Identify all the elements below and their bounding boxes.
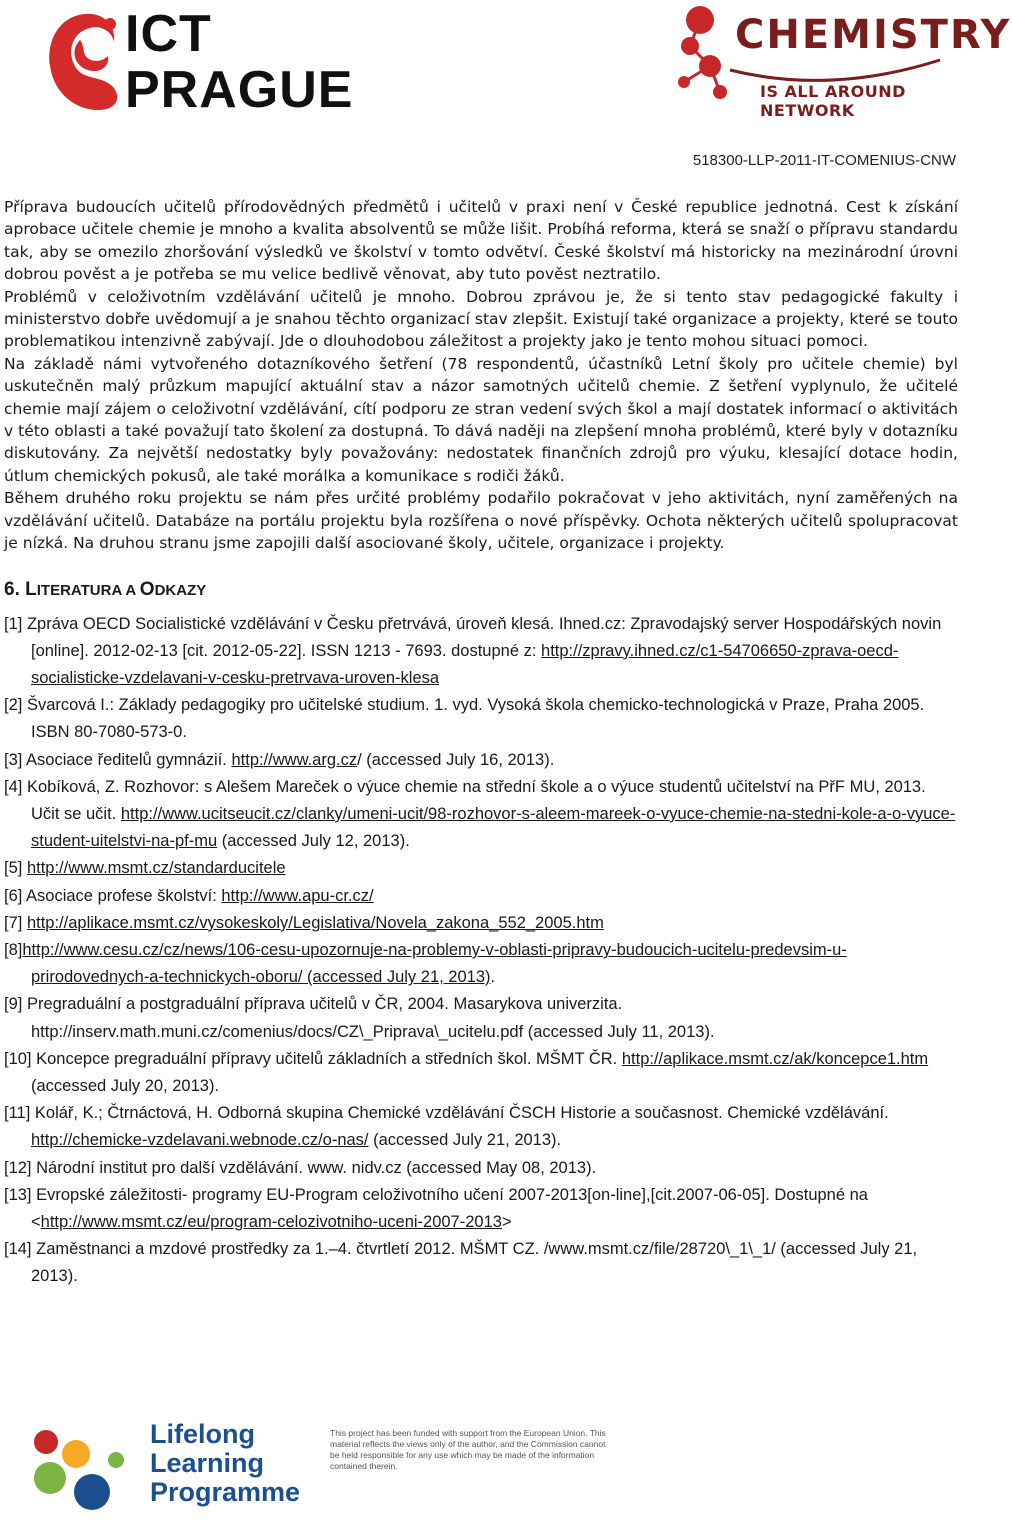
reference-item	[4, 1182, 958, 1236]
reference-link[interactable]: http://www.apu-cr.cz/	[221, 886, 374, 905]
reference-link[interactable]: http://aplikace.msmt.cz/vysokeskoly/Legislativa/Novela_zakona_552_2005.htm	[26, 913, 604, 932]
paragraph-3: Na základě námi vytvořeného dotazníkového šetření (78 respondentů, účastníků Letní školy pro učitele chemie) byl uskutečněn malý průzkum mapující aktuální stav a názor samotných učitelů chemie. Z šetření vyplynulo, že učitelé chemie mají zájem o celoživotní vzdělávání, cítí podporu ze stran vedení svých škol a mají dostatek informací o aktivitách v této oblasti a také považují tato školení za dostupná. To dává naději na zlepšení mnoha problémů, které byly v dotazníku diskutovány. Za největší nedostatky byly považovány: nedostatek finančních zdrojů pro výuku, klesající dotace hodin, útlum chemických pokusů, ale také morálka a komunikace s rodiči žáků.	[4, 354, 958, 485]
section-title-initial-1: L	[25, 578, 37, 600]
reference-link[interactable]: http://www.ucitseucit.cz/clanky/umeni-ucit/98-rozhovor-s-aleem-mareek-o-vyuce-chemie-na-stedni-kole-a-o-vyuce-student-uitelstvi-na-pf-mu	[31, 804, 956, 851]
reference-text: Koncepce pregraduální přípravy učitelů základních a středních škol. MŠMT ČR.	[31, 1049, 622, 1068]
reference-label: [7]	[4, 913, 23, 932]
chemistry-logo-title: CHEMISTRY	[735, 12, 1012, 58]
reference-item	[4, 692, 958, 746]
reference-label: [5]	[4, 859, 23, 878]
reference-suffix: (accessed July 12, 2013).	[217, 832, 410, 851]
reference-link[interactable]: http://www.msmt.cz/standarducitele	[26, 859, 286, 878]
reference-item	[4, 611, 958, 693]
reference-label: [13]	[4, 1185, 32, 1204]
reference-label: [4]	[4, 777, 23, 796]
section-title-rest-1: ITERATURA A	[36, 581, 140, 599]
ict-logo-line1: ICT	[125, 5, 212, 63]
reference-label: [1]	[4, 614, 23, 633]
reference-link[interactable]: http://zpravy.ihned.cz/c1-54706650-zprava-oecd-socialisticke-vzdelavani-v-cesku-pretrvava-uroven-klesa	[31, 641, 899, 687]
reference-item	[4, 883, 958, 910]
reference-text: Evropské záležitosti- programy EU-Program celoživotního učení 2007-2013[on-line],[cit.2007-06-05]. Dostupné na <	[31, 1185, 868, 1231]
project-code: 518300-LLP-2011-IT-COMENIUS-CNW	[692, 152, 956, 169]
llp-line2: Learning	[150, 1448, 265, 1478]
reference-suffix: (accessed July 20, 2013).	[31, 1076, 220, 1095]
paragraph-4: Během druhého roku projektu se nám přes určité problémy podařilo pokračovat v jeho aktivitách, nyní zaměřených na vzdělávání učitelů. Databáze na portálu projektu byla rozšířena o nové příspěvky. Ochota některých učitelů spolupracovat je nízká. Na druhou stranu jsme zapojili další asociované školy, učitele, organizace i projekty.	[4, 489, 958, 553]
reference-label: [8]	[4, 940, 23, 959]
reference-label: [10]	[4, 1049, 32, 1068]
reference-item	[4, 1046, 958, 1100]
reference-label: [2]	[4, 696, 23, 715]
reference-list	[4, 611, 958, 1291]
llp-line3: Programme	[150, 1477, 301, 1507]
paragraph-2: Problémů v celoživotním vzdělávání učitelů je mnoho. Dobrou zprávou je, že si tento stav pedagogické fakulty i ministerstvo dobře uvědomují a je snahou těchto organizací stav zlepšit. Existují také organizace a projekty, které se touto problematikou intenzivně zabývají. Jde o dlouhodobou záležitost a projekty jako je tento mohou situaci pomoci.	[4, 287, 958, 351]
llp-wordmark	[150, 1420, 300, 1507]
reference-label: [6]	[4, 886, 23, 905]
reference-label: [14]	[4, 1240, 32, 1259]
reference-item	[4, 774, 958, 856]
reference-text: Kolář, K.; Čtrnáctová, H. Odborná skupina Chemické vzdělávání ČSCH Historie a současnost. Chemické vzdělávání.	[30, 1104, 889, 1123]
reference-item	[4, 991, 958, 1045]
reference-suffix: >	[501, 1212, 512, 1231]
reference-label: [3]	[4, 750, 23, 769]
reference-text: Švarcová I.: Základy pedagogiky pro učitelské studium. 1. vyd. Vysoká škola chemicko-technologická v Praze, Praha 2005. ISBN 80-7080-573-0.	[22, 696, 925, 742]
section-title-initial-2: O	[139, 578, 155, 600]
reference-link[interactable]: http://www.msmt.cz/eu/program-celozivotniho-uceni-2007-2013	[40, 1212, 502, 1231]
reference-item	[4, 855, 958, 882]
page-header	[0, 0, 1012, 180]
reference-label: [12]	[4, 1158, 32, 1177]
reference-text: Asociace ředitelů gymnázií.	[22, 750, 232, 769]
reference-item	[4, 910, 958, 937]
reference-suffix: .	[490, 968, 496, 987]
reference-text: Asociace profese školství:	[22, 886, 222, 905]
reference-link[interactable]: http://www.arg.cz	[231, 750, 358, 769]
reference-item	[4, 1100, 958, 1154]
eu-disclaimer: This project has been funded with support from the European Union. This material reflects the views only of the author, and the Commission cannot be held responsible for any use which may be made of the information contained therein.	[330, 1428, 606, 1471]
reference-text: Kobíková, Z. Rozhovor: s Alešem Mareček o výuce chemie na střední škole a o výuce studentů učitelství na PřF MU, 2013. Učit se učit.	[22, 777, 926, 823]
document-body	[4, 196, 958, 1291]
section-number: 6.	[4, 578, 20, 600]
reference-item	[4, 747, 958, 774]
reference-link[interactable]: http://aplikace.msmt.cz/ak/koncepce1.htm	[621, 1049, 929, 1068]
page-footer	[0, 1410, 960, 1525]
reference-text: Zaměstnanci a mzdové prostředky za 1.–4. čtvrtletí 2012. MŠMT CZ. /www.msmt.cz/file/28720\_1\_1/ (accessed July 21, 2013).	[31, 1240, 918, 1286]
reference-link[interactable]: http://www.cesu.cz/cz/news/106-cesu-upozornuje-na-problemy-v-oblasti-pripravy-budoucich-ucitelu-predevsim-u-prirodovednych-a-technickych-oboru/ (accessed July 21, 2013)	[22, 940, 847, 987]
reference-item	[4, 1236, 958, 1290]
reference-text: Národní institut pro další vzdělávání. www. nidv.cz (accessed May 08, 2013).	[31, 1158, 597, 1177]
ict-logo-line2: PRAGUE	[125, 61, 354, 119]
reference-label: [9]	[4, 995, 23, 1014]
ict-prague-wordmark	[125, 5, 354, 119]
reference-suffix: (accessed July 21, 2013).	[368, 1131, 562, 1150]
reference-text: Pregraduální a postgraduální příprava učitelů v ČR, 2004. Masarykova univerzita. http://inserv.math.muni.cz/comenius/docs/CZ\_Priprava\_ucitelu.pdf (accessed July 11, 2013).	[22, 995, 715, 1041]
reference-label: [11]	[4, 1104, 31, 1123]
llp-line1: Lifelong	[150, 1419, 255, 1449]
reference-item	[4, 1155, 958, 1182]
chemistry-logo-subtitle: IS ALL AROUND NETWORK	[760, 82, 906, 120]
reference-link[interactable]: http://chemicke-vzdelavani.webnode.cz/o-nas/	[31, 1131, 369, 1150]
reference-text: Zpráva OECD Socialistické vzdělávání v Česku přetrvává, úroveň klesá. Ihned.cz: Zpravodajský server Hospodářských novin [online]. 2012-02-13 [cit. 2012-05-22]. ISSN 1213 - 7693. dostupné z:	[22, 614, 942, 660]
reference-suffix: / (accessed July 16, 2013).	[357, 750, 555, 769]
section-title-rest-2: DKAZY	[154, 581, 207, 599]
paragraph-1: Příprava budoucích učitelů přírodovědných předmětů i učitelů v praxi není v České republice jednotná. Cest k získání aprobace učitele chemie je mnoho a kvalita absolventů se může lišit. Probíhá reforma, která se snaží o přípravu standardu tak, aby se omezilo zhoršování výsledků ve školství v tomto odvětví. České školství má historicky na mezinárodní úrovni dobrou pověst a je potřeba se mu velice bedlivě věnovat, aby tuto pověst neztratilo.	[4, 198, 958, 284]
reference-item	[4, 937, 958, 991]
section-heading	[4, 579, 958, 601]
